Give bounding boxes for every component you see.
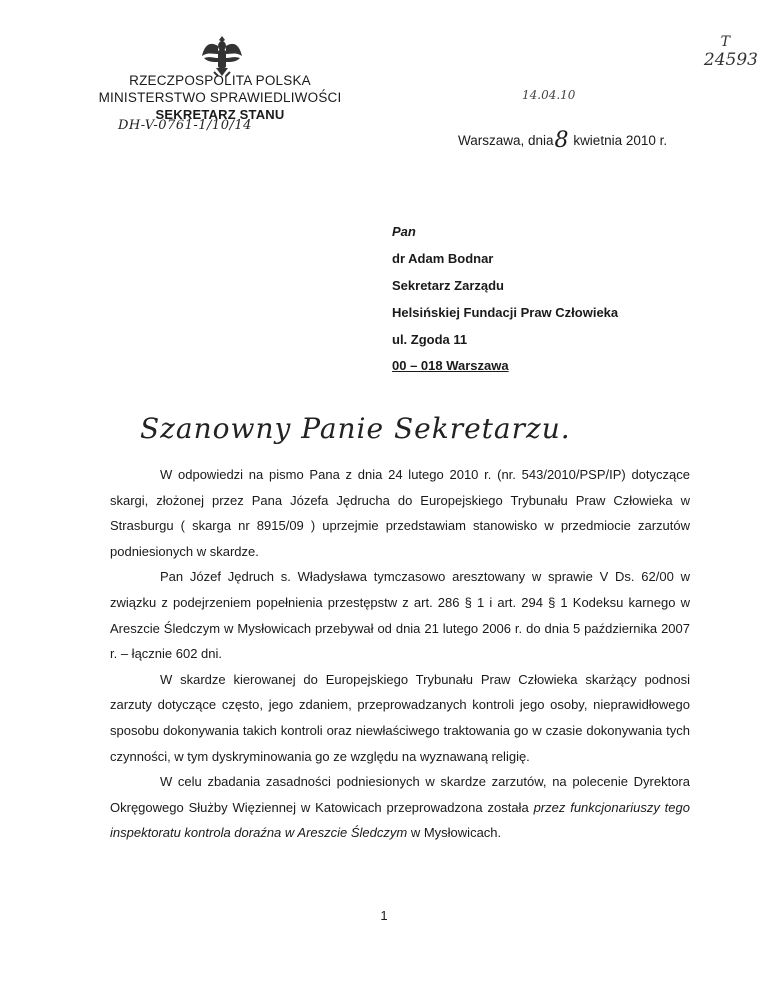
corner-annotation xyxy=(704,34,758,70)
date-prefix: Warszawa, dnia xyxy=(458,133,554,148)
letter-body xyxy=(110,462,690,846)
addressee-organization: Helsińskiej Fundacji Praw Człowieka xyxy=(392,305,619,320)
header-office: SEKRETARZ STANU xyxy=(155,107,285,122)
paragraph-1: W odpowiedzi na pismo Pana z dnia 24 lutego 2010 r. (nr. 543/2010/PSP/IP) dotyczące skargi, złożonej przez Pana Józefa Jędrucha do Europejskiego Trybunału Praw Człowieka w Strasburgu ( skarga nr 8915/09 ) uprzejmie przedstawiam stanowisko w przedmiocie zarzutów podniesionych w skardze. xyxy=(110,467,690,559)
corner-mark: T xyxy=(720,34,730,50)
paragraph-4-part3: w Mysłowicach. xyxy=(410,825,502,841)
header-country: RZECZPOSPOLITA POLSKA xyxy=(129,73,311,88)
corner-number: 24593 xyxy=(703,50,758,70)
paragraph-4-part1: W celu zbadania zasadności podniesionych w skardze zarzutów, na polecenie Dyrektora Okręgowego Służby Więziennej w Katowicach przeprowadzona została xyxy=(110,774,690,815)
addressee-role: Sekretarz Zarządu xyxy=(392,278,504,293)
page-number: 1 xyxy=(380,908,388,923)
addressee-street: ul. Zgoda 11 xyxy=(392,332,468,347)
addressee-name: dr Adam Bodnar xyxy=(392,251,494,266)
received-note: 14.04.10 xyxy=(522,88,576,102)
paragraph-4 xyxy=(110,769,690,846)
letter-date xyxy=(458,126,667,151)
paragraph-4-italic: przez funkcjonariuszy tego inspektoratu kontrola doraźna w Areszcie Śledczym xyxy=(110,799,690,841)
addressee-salutation-word: Pan xyxy=(392,224,416,239)
addressee-city: 00 – 018 Warszawa xyxy=(392,358,509,373)
date-suffix: kwietnia 2010 r. xyxy=(573,133,668,148)
paragraph-3: W skardze kierowanej do Europejskiego Trybunału Praw Człowieka skarżący podnosi zarzuty dotyczące często, jego zdaniem, przeprowadzanych kontroli jego osoby, nieprawidłowego sposobu dokonywania takich kontroli oraz niewłaściwego traktowania go w czasie dokonywania tych czynności, w tym dyskryminowania go ze względu na wyznawaną religię. xyxy=(110,671,690,764)
handwritten-reference: DH-V-0761-1/10/14 xyxy=(118,118,252,133)
header-ministry: MINISTERSTWO SPRAWIEDLIWOŚCI xyxy=(98,90,342,105)
date-day: 8 xyxy=(554,128,569,153)
paragraph-2: Pan Józef Jędruch s. Władysława tymczasowo aresztowany w sprawie V Ds. 62/00 w związku z podejrzeniem popełnienia przestępstw z art. 286 § 1 i art. 294 § 1 Kodeksu karnego w Areszcie Śledczym w Mysłowicach przebywał od dnia 21 lutego 2006 r. do dnia 5 października 2007 r. – łącznie 602 dni. xyxy=(110,569,690,662)
handwritten-salutation: Szanowny Panie Sekretarzu. xyxy=(140,412,571,445)
